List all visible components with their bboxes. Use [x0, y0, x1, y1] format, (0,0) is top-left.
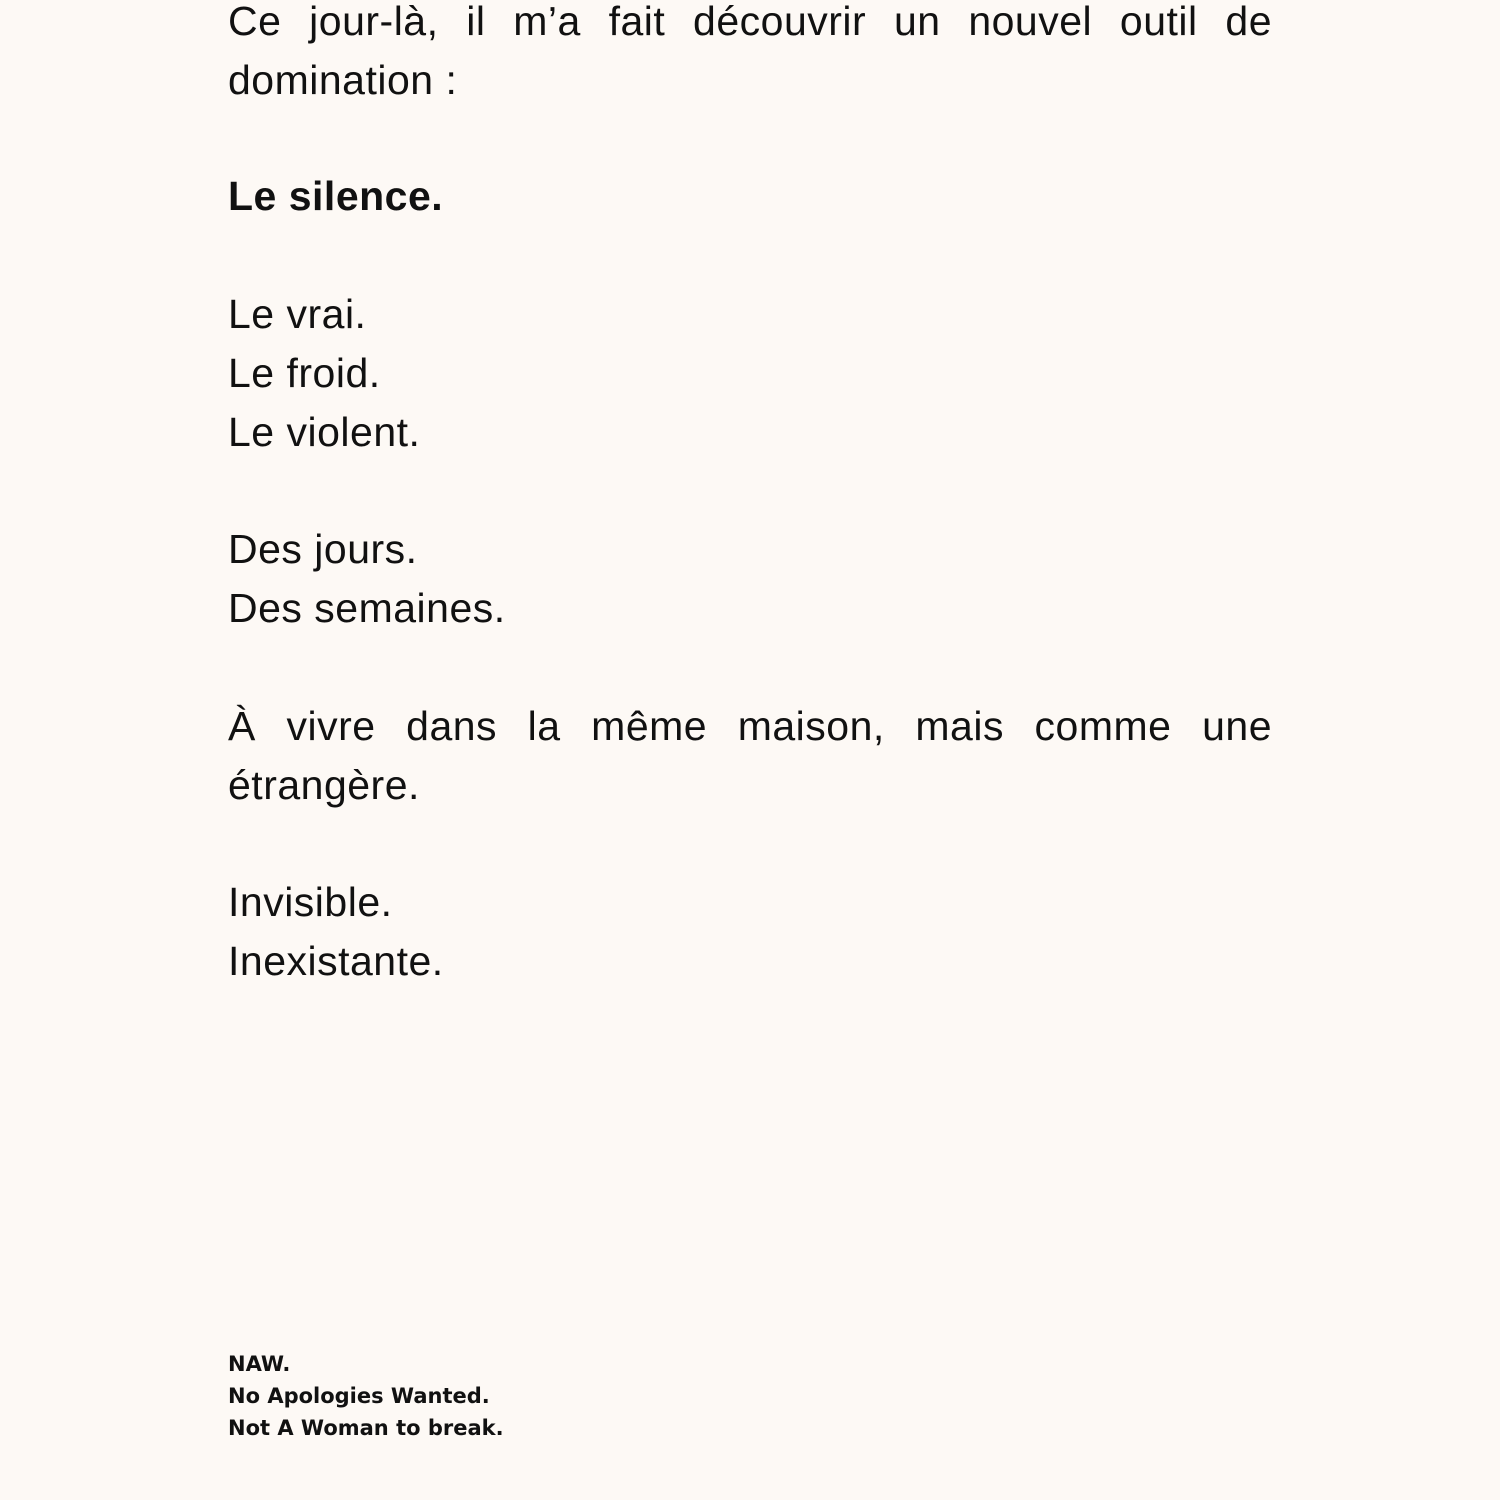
intro-paragraph: Ce jour-là, il m’a fait découvrir un nouvel outil de domination : — [228, 0, 1272, 103]
signature-naw: NAW. — [228, 1352, 291, 1376]
signature-not-a-woman: Not A Woman to break. — [228, 1416, 504, 1440]
maison-paragraph: À vivre dans la même maison, mais comme une étrangère. — [228, 703, 1272, 808]
signature-no-apologies: No Apologies Wanted. — [228, 1384, 490, 1408]
list-item-semaines: Des semaines. — [228, 585, 506, 631]
list-item-inexistante: Inexistante. — [228, 938, 444, 984]
document-page — [228, 0, 1272, 1500]
list-item-vrai: Le vrai. — [228, 291, 367, 337]
list-item-invisible: Invisible. — [228, 879, 393, 925]
list-item-violent: Le violent. — [228, 409, 421, 455]
signature-block — [228, 1348, 504, 1444]
list-item-jours: Des jours. — [228, 526, 418, 572]
emphasis-line: Le silence. — [228, 173, 444, 219]
list-item-froid: Le froid. — [228, 350, 381, 396]
